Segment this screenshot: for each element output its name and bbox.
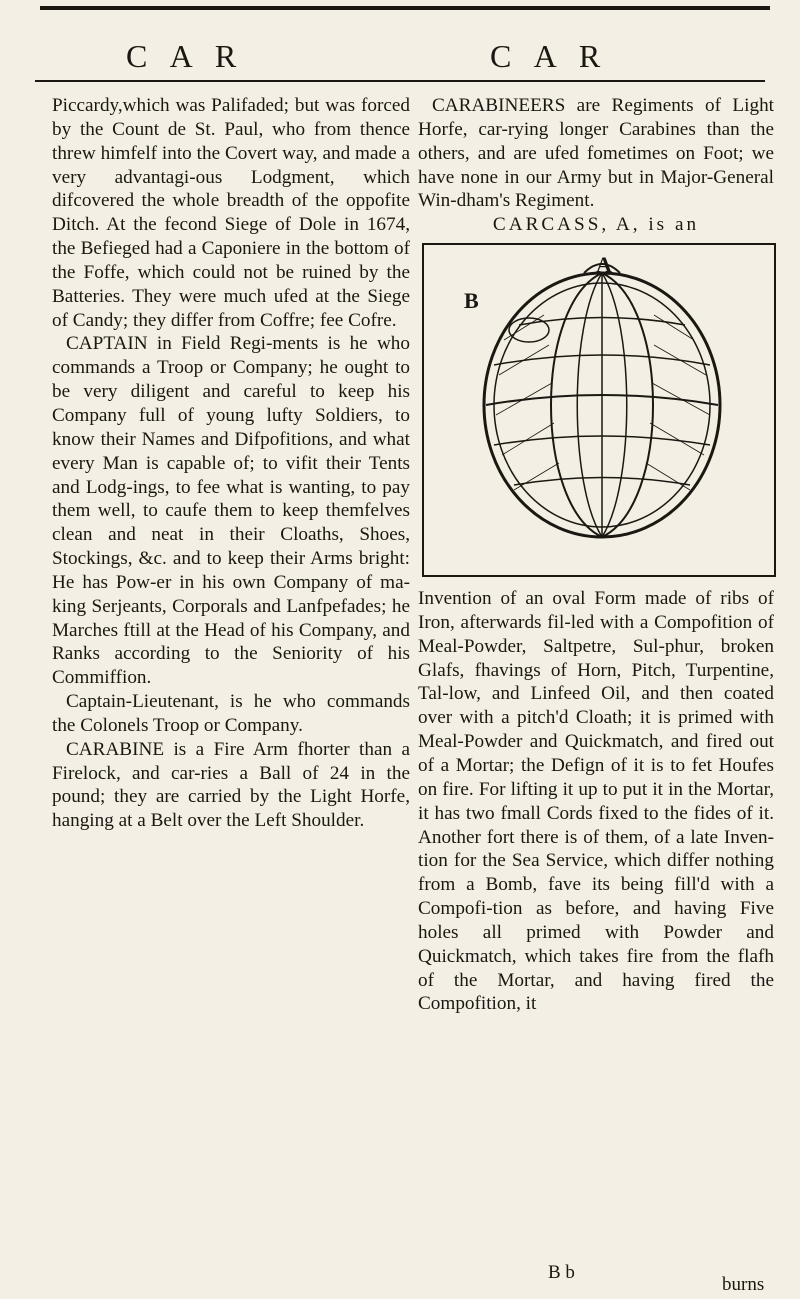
header-rule (35, 80, 765, 82)
top-rule (40, 6, 770, 10)
catchword: burns (722, 1274, 765, 1295)
carcass-figure (422, 243, 776, 577)
figure-label-b: B (464, 288, 479, 314)
right-column (418, 94, 774, 1016)
running-head-left: C A R (126, 38, 245, 74)
paragraph-piccardy: Piccardy,which was Palifaded; but was forced by the Count de St. Paul, who from thence threw himfelf into the Covert way, and made a very advantagi-ous Lodgment, which difcovered the whole breadth of the oppofite Ditch. At the fecond Siege of Dole in 1674, the Befieged had a Caponiere in the bottom of the Foffe, which could not be ruined by the Batteries. They were much ufed at the Siege of Candy; they differ from Coffre; fee Cofre. (52, 95, 410, 331)
left-column (52, 94, 410, 833)
paragraph-captain: CAPTAIN in Field Regi-ments is he who commands a Troop or Company; he ought to be very diligent and careful to keep his Company full of young lufty Soldiers, to know their Names and Difpofitions, and what every Man is capable of; to vifit their Tents and Lodg-ings, to fee what is wanting, to pay them well, to caufe them to keep themfelves clean and neat in their Cloaths, Shoes, Stockings, &c. and to keep their Arms bright: He has Pow-er in his own Company of ma-king Serjeants, Corporals and Lanfpefades; he Marches ftill at the Head of his Company, and Ranks according to the Seniority of his Commiffion. (52, 333, 410, 689)
figure-label-a: A (596, 252, 612, 278)
paragraph-carcass: Invention of an oval Form made of ribs of Iron, afterwards fil-led with a Compofition of Meal-Powder, Saltpetre, Sul-phur, broken Glafs, fhavings of Horn, Pitch, Turpentine, Tal-low, and Linfeed Oil, and then coated over with a pitch'd Cloath; it is primed with Meal-Powder and Quickmatch, and fired out of a Mortar; the Defign of it is to fet Houfes on fire. For lifting it up to put it in the Mortar, it has two fmall Cords fixed to the fides of it. Another fort there is of them, of a late Inven-tion for the Sea Service, which differ nothing from a Bomb, fave its being fill'd with a Compofi-tion as before, and having Five holes all primed with Powder and Quickmatch, which takes fire from the flafh of the Mortar, and having fired the Compofition, it (418, 588, 774, 1015)
paragraph-carabineers: CARABINEERS are Regiments of Light Horfe, car-rying longer Carabines than the others, and are ufed fometimes on Foot; we have none in our Army but in Major-General Win-dham's Regiment. (418, 95, 774, 212)
running-head-right: C A R (490, 38, 609, 74)
paragraph-carabine: CARABINE is a Fire Arm fhorter than a Firelock, and car-ries a Ball of 24 in the pound; they are carried by the Light Horfe, hanging at a Belt over the Left Shoulder. (52, 738, 410, 832)
paragraph-captain-lieutenant: Captain-Lieutenant, is he who commands the Colonels Troop or Company. (52, 691, 410, 736)
signature-mark: B b (548, 1262, 575, 1283)
carcass-heading: CARCASS, A, is an (492, 214, 700, 236)
